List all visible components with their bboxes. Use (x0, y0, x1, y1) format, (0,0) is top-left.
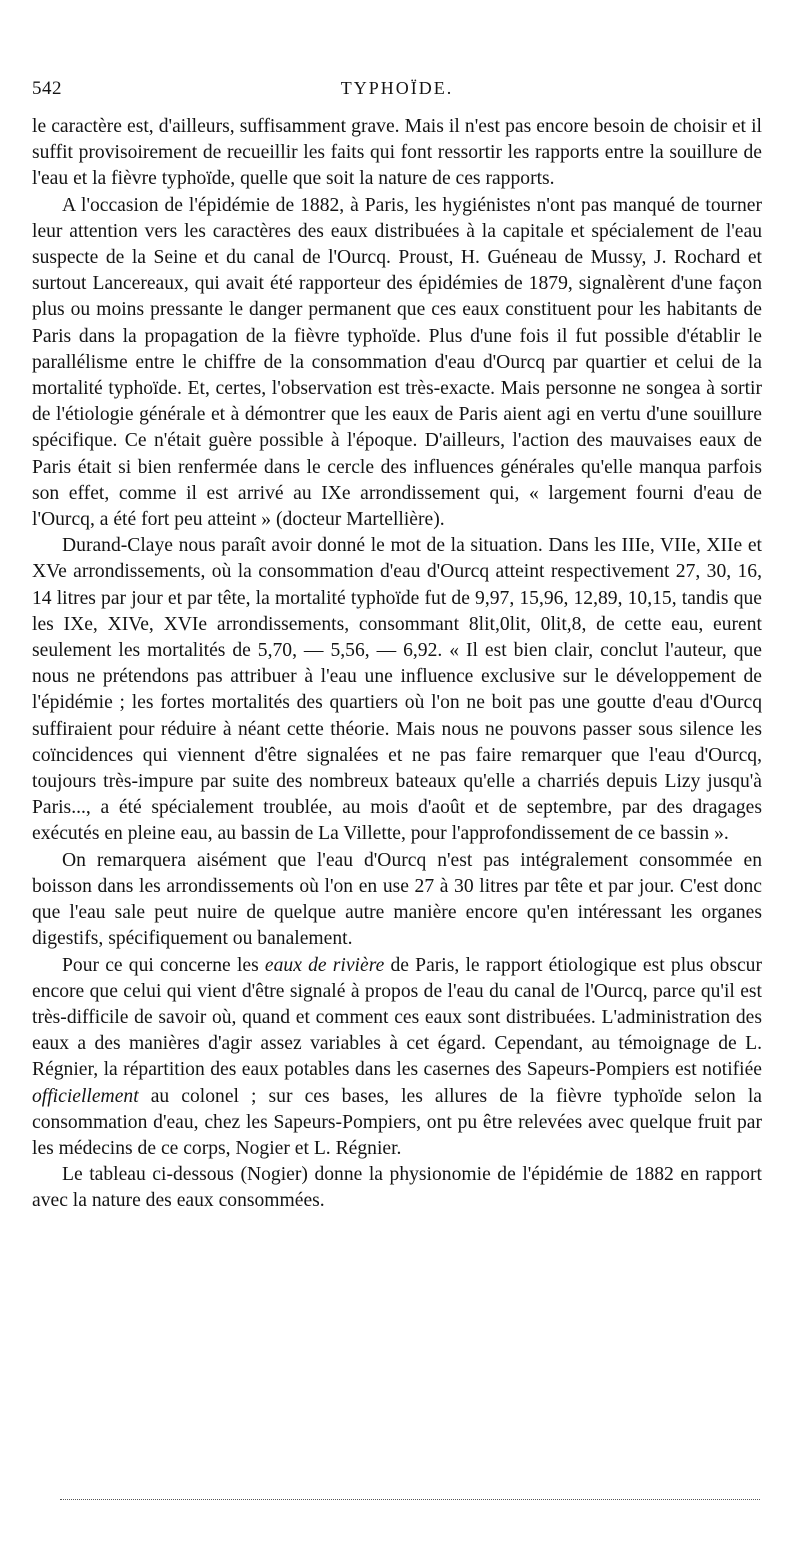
paragraph-epidemie-1882: A l'occasion de l'épidémie de 1882, à Paris, les hygiénistes n'ont pas manqué de tourner leur attention vers les caractères des eaux distribuées à la capitale et spécialement de l'eau suspecte de la Seine et du canal de l'Ourcq. Proust, H. Guéneau de Mussy, J. Rochard et surtout Lancereaux, qui avait été rapporteur des épidémies de 1879, signalèrent d'une façon plus ou moins pressante le danger permanent que ces eaux constituent pour les habitants de Paris dans la propagation de la fièvre typhoïde. Plus d'une fois il fut possible d'établir le parallélisme entre le chiffre de la consommation d'eau d'Ourcq par quartier et celui de la mortalité typhoïde. Et, certes, l'observation est très-exacte. Mais personne ne songea à sortir de l'étiologie générale et à démontrer que les eaux de Paris aient agi en vertu d'une souillure spécifique. Ce n'était guère possible à l'époque. D'ailleurs, l'action des mauvaises eaux de Paris était si bien renfermée dans le cercle des influences générales qu'elle manqua parfois son effet, comme il est arrivé au IXe arrondissement qui, « largement fourni d'eau de l'Ourcq, a été fort peu atteint » (docteur Martellière). (32, 194, 762, 531)
running-title: TYPHOÏDE. (340, 78, 454, 98)
page (32, 78, 762, 1215)
paragraph-eaux-de-riviere (32, 953, 762, 1163)
paragraph-eau-ourcq: On remarquera aisément que l'eau d'Ourcq n'est pas intégralement consommée en boisson dans les arrondissements où l'on en use 27 à 30 litres par tête et par jour. C'est donc que l'eau sale peut nuire de quelque autre manière encore qu'en intéressant les organes digestifs, spécifiquement ou banalement. (32, 849, 762, 950)
italic-text: officiellement (32, 1085, 139, 1107)
text-run: au colonel ; sur ces bases, les allures de la fièvre typhoïde selon la consommation d'eau, chez les Sapeurs-Pompiers, ont pu être relevées avec quelque fruit par les médecins de ce corps, Nogier et L. Régnier. (32, 1085, 762, 1159)
paragraph-durand-claye: Durand-Claye nous paraît avoir donné le mot de la situation. Dans les IIIe, VIIe, XIIe et XVe arrondissements, où la consommation d'eau d'Ourcq atteint respectivement 27, 30, 16, 14 litres par jour et par tête, la mortalité typhoïde fut de 9,97, 15,96, 12,89, 10,15, tandis que les IXe, XIVe, XVIe arrondissements, consommant 8lit,0lit, 0lit,8, de cette eau, eurent seulement les mortalités de 5,70, — 5,56, — 6,92. « Il est bien clair, conclut l'auteur, que nous ne prétendons pas attribuer à l'eau une influence exclusive sur le développement de l'épidémie ; les fortes mortalités des quartiers où l'on ne boit pas une goutte d'eau d'Ourcq suffiraient pour réduire à néant cette théorie. Mais nous ne pouvons passer sous silence les coïncidences qui viennent d'être signalées et ne pas faire remarquer que l'eau d'Ourcq, toujours très-impure par suite des nombreux bateaux qu'elle a charriés depuis Lizy jusqu'à Paris..., a été spécialement troublée, au mois d'août et de septembre, par des dragages exécutés en pleine eau, au bassin de La Villette, pour l'approfondissement de ce bassin ». (32, 535, 762, 845)
body-text (32, 114, 762, 1215)
text-run: de Paris, le rapport étiologique est plus obscur encore que celui qui vient d'être signalé à propos de l'eau du canal de l'Ourcq, parce qu'il est très-difficile de savoir où, quand et comment ces eaux sont distribuées. L'administration des eaux a des manières d'agir assez variables à cet égard. Cependant, au témoignage de L. Régnier, la répartition des eaux potables dans les casernes des Sapeurs-Pompiers est notifiée (32, 954, 762, 1081)
text-run: Pour ce qui concerne les (62, 954, 265, 976)
paragraph-continuation: le caractère est, d'ailleurs, suffisamment grave. Mais il n'est pas encore besoin de choisir et il suffit provisoirement de recueillir les faits qui font ressortir les rapports entre la souillure de l'eau et la fièvre typhoïde, quelle que soit la nature de ces rapports. (32, 116, 762, 190)
page-number: 542 (32, 78, 62, 99)
footer-divider (60, 1499, 760, 1500)
italic-text: eaux de rivière (264, 954, 385, 976)
page-header (32, 78, 762, 114)
paragraph-tableau-nogier: Le tableau ci-dessous (Nogier) donne la physionomie de l'épidémie de 1882 en rapport avec la nature des eaux consommées. (32, 1164, 762, 1212)
